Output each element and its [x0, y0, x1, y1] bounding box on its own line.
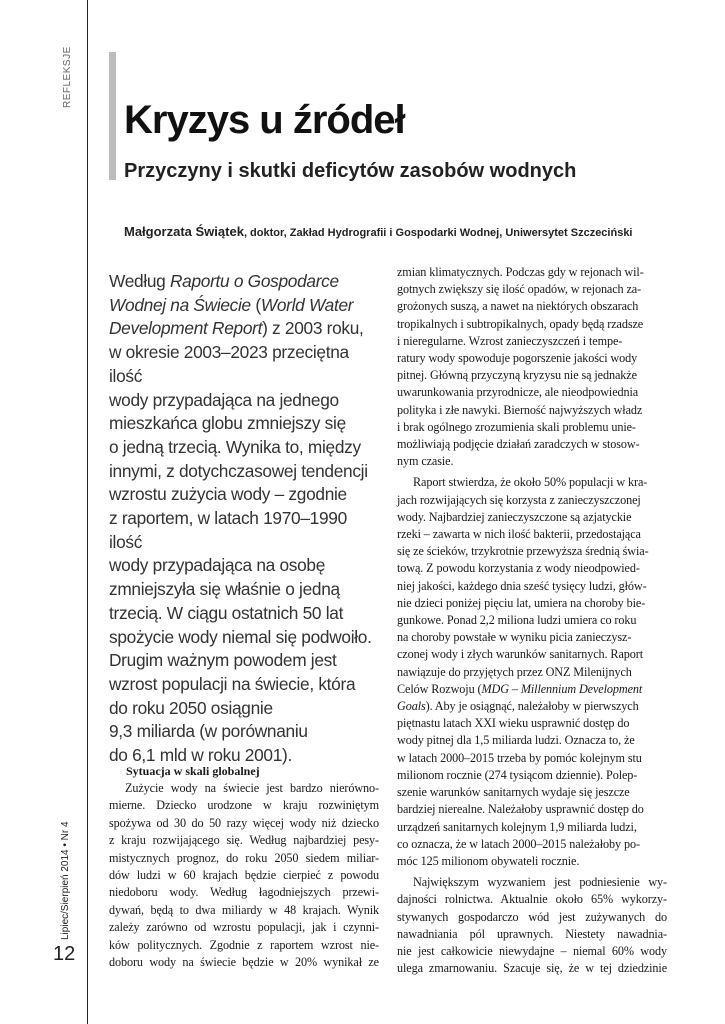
page-number: 12 [53, 943, 76, 965]
lead-report-title-pl: Raportu o Gospodarce Wodnej na Świecie [109, 271, 339, 315]
right-paragraph-1: zmian klimatycznych. Podczas gdy w rejonach wil- gotnych zwiększy się ilość opadów, w rejonach za- grożonych suszą, a nawet na niektórych obszarach tropikalnych i subtropikalnych, opady będą rzadsze i nieregularne. Wzrost zanieczyszczeń i tempe- ratury wody spowoduje pogorszenie jakości wody pitnej. Główną przyczyną kryzysu nie są jednakże uwarunkowania przyrodnicze, ale nieodpowiednia polityka i złe nawyki. Bierność najwyższych władz i brak ogólnego zrozumienia skali problemu unie- możliwiają podjęcie działań zaradczych w stosow- nym czasie. [397, 265, 644, 469]
article-subtitle: Przyczyny i skutki deficytów zasobów wodnych [124, 160, 577, 182]
lead-text-1: Według [109, 271, 170, 291]
lead-text-2: ( [250, 294, 261, 315]
margin-rule [87, 0, 88, 1024]
article-title: Kryzys u źródeł [124, 98, 405, 142]
lead-paragraph [109, 270, 384, 768]
author-affiliation: , doktor, Zakład Hydrografii i Gospodarki Wodnej, Uniwersytet Szczeciński [243, 227, 633, 239]
mdg-italic: MDG – Millennium Development Goals [397, 681, 643, 714]
section-heading: Sytuacja w skali globalnej [126, 764, 260, 778]
right-paragraph-3: Największym wyzwaniem jest podniesienie wy- dajności rolnictwa. Aktualnie około 65% wykorzy- stywanych gospodarczo wód jest zużywanych do nawadniania pól uprawnych. Niestety nawadnia- nie jest całkowicie niewydajne – niemal 60% wody ulega zmarnowaniu. Szacuje się, że w tej dziedzinie [397, 875, 667, 976]
author-line [124, 224, 633, 239]
title-accent-bar [109, 52, 116, 180]
left-column-paragraph: Zużycie wody na świecie jest bardzo nierówno- mierne. Dziecko urodzone w kraju rozwiniętym spożywa od 30 do 50 razy więcej wody niż dziecko z kraju rozwijającego się. Według najbardziej pesy- mistycznych prognoz, do roku 2050 siedem miliar- dów ludzi w 60 krajach będzie cierpieć z powodu niedoboru wody. Według łagodniejszych przewi- dywań, będą to dwa miliardy w 48 krajach. Wynik zależy zarówno od wzrostu populacji, jak i czynni- ków politycznych. Zgodnie z raportem wzrost nie- doboru wody na świecie będzie w 20% wynikał ze [109, 781, 379, 970]
author-name: Małgorzata Świątek [124, 224, 244, 239]
right-paragraph-2: Raport stwierdza, że około 50% populacji w kra- jach rozwijających się korzysta z zanieczyszczonej wody. Najbardziej zanieczyszczone są azjatyckie rzeki – zawarta w nich ilość bakterii, przedostająca się ze ścieków, trzykrotnie przewyższa średnią świa- tową. Z powodu korzystania z wody nieodpowied- niej jakości, każdego dnia sześć tysięcy ludzi, głów- nie dzieci poniżej pięciu lat, umiera na choroby bie- gunkowe. Ponad 2,2 miliona ludzi umiera co roku na choroby powstałe w wyniku picia zanieczysz- czonej wody i złych warunków sanitarnych. Raport nawiązuje do przyjętych przez ONZ Milenijnych Celów Rozwoju (MDG – Millennium Development Goals). Aby je osiągnąć, należałoby w pierwszych piętnastu latach XXI wieku usprawnić dostęp do wody pitnej dla 1,5 miliarda ludzi. Oznacza to, że w latach 2000–2015 trzeba by pomóc kolejnym stu milionom rocznie (274 tysiącom dziennie). Polep- szenie warunków sanitarnych wydaje się jeszcze bardziej nierealne. Należałoby usprawnić dostęp do urządzeń sanitarnych kolejnym 1,9 miliarda ludzi, co oznacza, że w latach 2000–2015 należałoby po- móc 125 milionom obywateli rocznie. [397, 475, 649, 868]
lead-report-title-en: World Water Development Report [109, 294, 354, 339]
right-column [397, 264, 667, 981]
lead-text-3: ) z 2003 roku, w okresie 2003–2023 przeciętna ilość wody przypadająca na jednego mieszkańca globu zmniejszy się o jedną trzecią. Wynika to, między innymi, z dotychczasowej tendencji wzrostu zużycia wody – zgodnie z raportem, w latach 1970–1990 ilość wody przypadająca na osobę zmniejszyła się właśnie o jedną trzecią. W ciągu ostatnich 50 lat spożycie wody niemal się podwoiło. Drugim ważnym powodem jest wzrost populacji na świecie, która do roku 2050 osiągnie 9,3 miliarda (w porównaniu do 6,1 mld w roku 2001). [109, 318, 372, 766]
issue-label: Lipiec/Sierpień 2014 • Nr 4 [60, 821, 71, 940]
section-label: REFLEKSJE [62, 46, 73, 108]
